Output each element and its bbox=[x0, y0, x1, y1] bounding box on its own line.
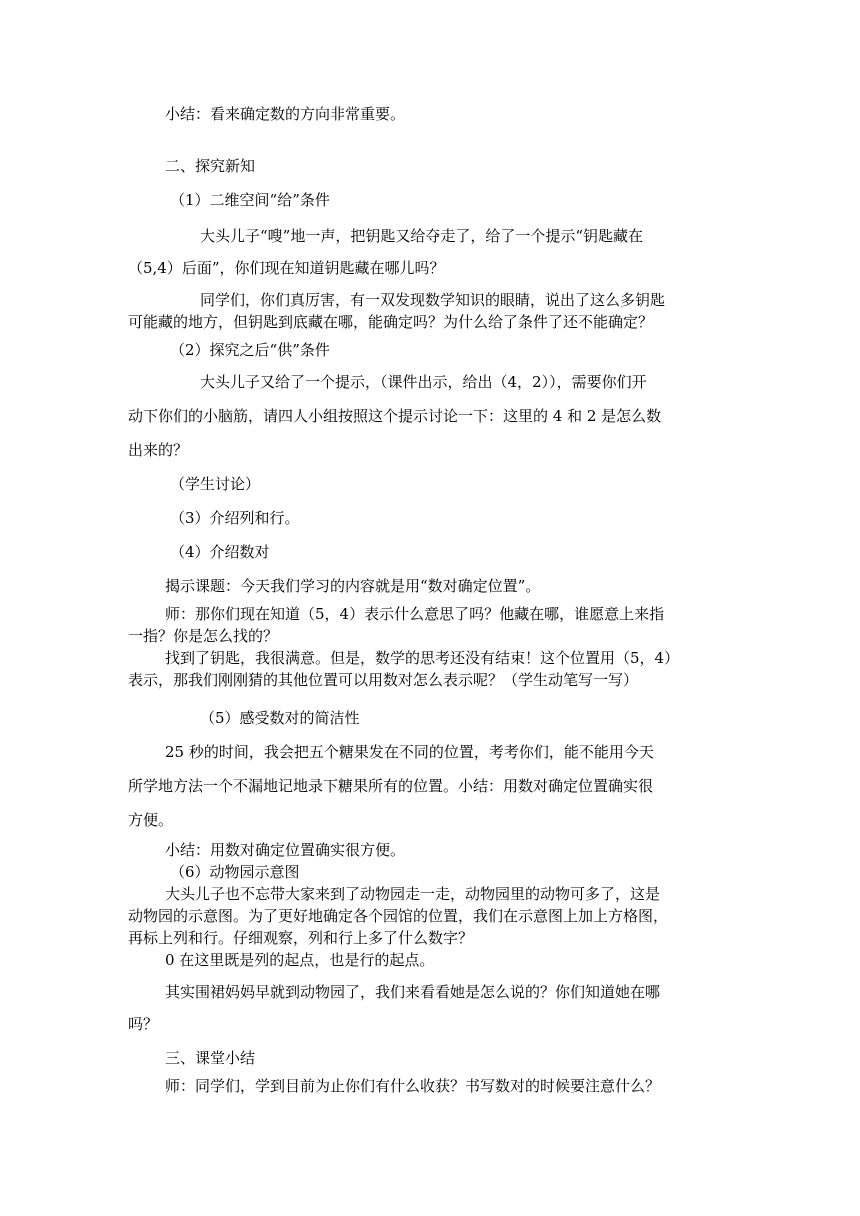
summary-convenient: 小结：用数对确定位置确实很方便。 bbox=[165, 841, 406, 859]
section-heading-explore: 二、探究新知 bbox=[165, 157, 256, 175]
paragraph-line: 一指？你是怎么找的？ bbox=[128, 627, 279, 645]
paragraph-line: 出来的？ bbox=[128, 441, 189, 459]
paragraph-line: 动物园的示意图。为了更好地确定各个园馆的位置，我们在示意图上加上方格图， bbox=[128, 907, 669, 925]
subheading-columns-rows: （3）介绍列和行。 bbox=[170, 509, 300, 527]
paragraph-line: 再标上列和行。仔细观察，列和行上多了什么数字？ bbox=[128, 929, 474, 947]
paragraph-line: 25 秒的时间，我会把五个糖果发在不同的位置，考考你们，能不能用今天 bbox=[165, 743, 654, 761]
paragraph-line: 方便。 bbox=[128, 811, 174, 829]
student-discussion: （学生讨论） bbox=[170, 475, 261, 493]
paragraph-line: 可能藏的地方，但钥匙到底藏在哪，能确定吗？为什么给了条件了还不能确定？ bbox=[128, 313, 654, 331]
paragraph-line: （5,4）后面”，你们现在知道钥匙藏在哪儿吗？ bbox=[128, 259, 445, 277]
paragraph-line: 动下你们的小脑筋，请四人小组按照这个提示讨论一下：这里的 4 和 2 是怎么数 bbox=[128, 407, 662, 425]
paragraph-line: 师：同学们，学到目前为止你们有什么收获？书写数对的时候要注意什么？ bbox=[165, 1077, 661, 1095]
paragraph-line: 找到了钥匙，我很满意。但是，数学的思考还没有结束！这个位置用（5，4） bbox=[165, 649, 680, 667]
subheading-conciseness: （5）感受数对的简洁性 bbox=[200, 709, 360, 727]
paragraph-line: 同学们，你们真厉害，有一双发现数学知识的眼睛，说出了这么多钥匙 bbox=[200, 291, 666, 309]
paragraph-line: 师：那你们现在知道（5，4）表示什么意思了吗？他藏在哪，谁愿意上来指 bbox=[165, 605, 665, 623]
paragraph-line: 吗？ bbox=[128, 1015, 159, 1033]
subheading-number-pair: （4）介绍数对 bbox=[170, 543, 270, 561]
paragraph-line: 表示，那我们刚刚猜的其他位置可以用数对怎么表示呢？（学生动笔写一写） bbox=[128, 671, 639, 689]
subheading-2d-condition: （1）二维空间“给”条件 bbox=[170, 191, 330, 209]
paragraph-line: 所学地方法一个不漏地记地录下糖果所有的位置。小结：用数对确定位置确实很 bbox=[128, 777, 654, 795]
paragraph-line: 0 在这里既是列的起点，也是行的起点。 bbox=[165, 951, 435, 969]
reveal-topic: 揭示课题：今天我们学习的内容就是用“数对确定位置”。 bbox=[165, 577, 541, 595]
summary-direction: 小结：看来确定数的方向非常重要。 bbox=[165, 105, 406, 123]
paragraph-line: 其实围裙妈妈早就到动物园了，我们来看看她是怎么说的？你们知道她在哪 bbox=[165, 983, 661, 1001]
paragraph-line: 大头儿子又给了一个提示，（课件出示，给出（4，2）），需要你们开 bbox=[200, 373, 647, 391]
section-heading-summary: 三、课堂小结 bbox=[165, 1049, 256, 1067]
paragraph-line: 大头儿子也不忘带大家来到了动物园走一走，动物园里的动物可多了，这是 bbox=[165, 885, 661, 903]
subheading-zoo-map: （6）动物园示意图 bbox=[170, 863, 300, 881]
paragraph-line: 大头儿子“嗖”地一声，把钥匙又给夺走了，给了一个提示“钥匙藏在 bbox=[200, 227, 644, 245]
subheading-provide-condition: （2）探究之后“供”条件 bbox=[170, 341, 330, 359]
